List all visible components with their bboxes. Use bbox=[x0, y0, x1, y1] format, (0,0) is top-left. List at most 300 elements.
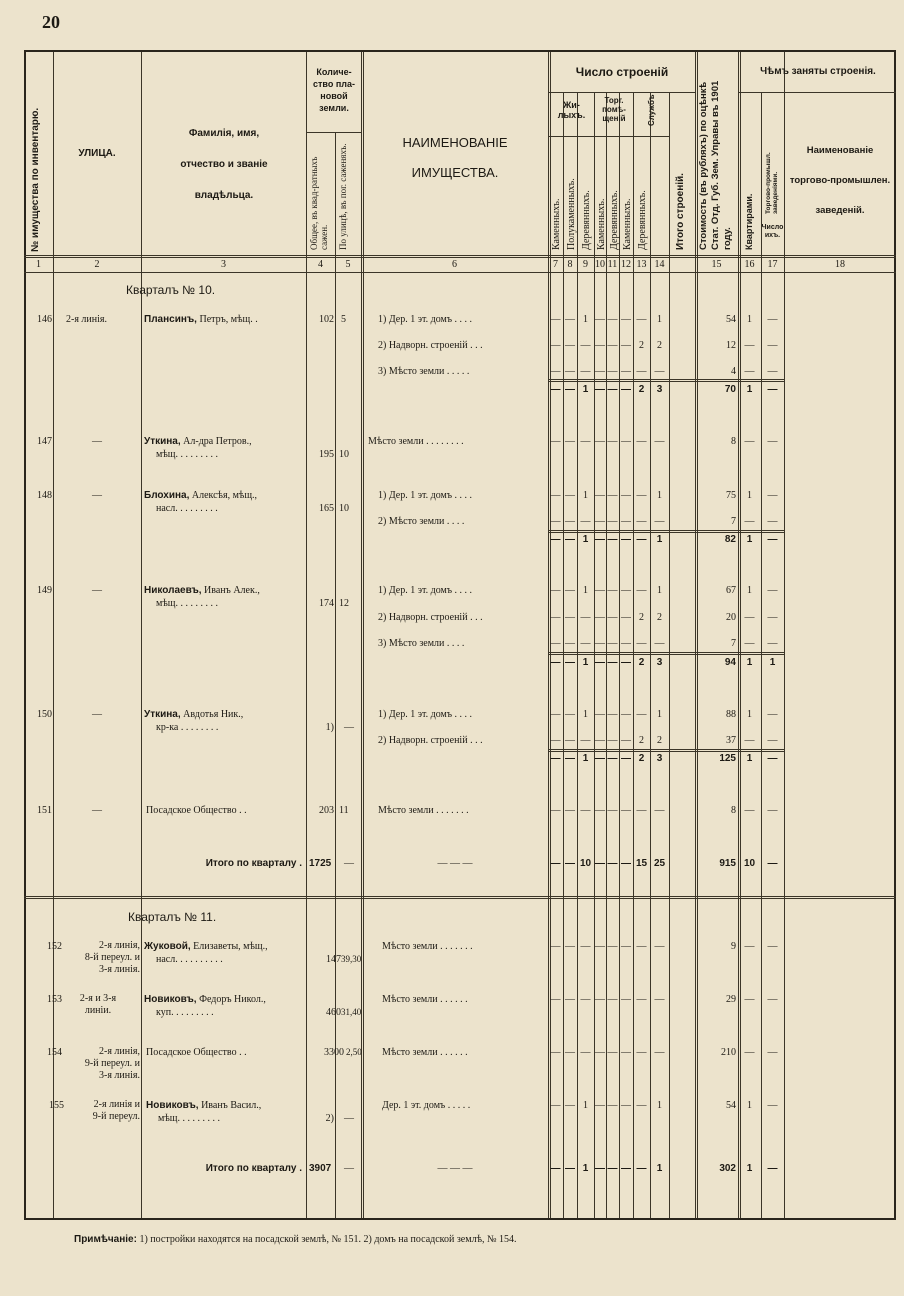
header-rule bbox=[738, 92, 896, 93]
inventory-number: 146 bbox=[37, 314, 52, 325]
col-line bbox=[306, 52, 307, 1218]
cell-value: 2 bbox=[639, 612, 644, 623]
inventory-number: 151 bbox=[37, 805, 52, 816]
cell-value: — bbox=[767, 1163, 778, 1174]
cell-value: — bbox=[595, 1047, 605, 1058]
cell-value: — bbox=[565, 638, 575, 649]
header-col10: Каменныхъ. bbox=[596, 198, 607, 250]
cell-value: 1 bbox=[746, 657, 753, 668]
frontage: 31,40 bbox=[341, 1007, 362, 1017]
cell-value: — bbox=[654, 805, 665, 816]
cell-value: 1 bbox=[747, 585, 752, 596]
header-frontage: По улицѣ, въ пог. саженяхъ. bbox=[338, 143, 348, 250]
cell-value: 2 bbox=[638, 657, 645, 668]
header-rule bbox=[306, 132, 361, 133]
cell-value: — bbox=[595, 941, 605, 952]
owner-line2: мѣщ. . . . . . . . . bbox=[158, 1113, 220, 1124]
cell-value: — bbox=[580, 805, 591, 816]
frontage: — bbox=[344, 1113, 354, 1124]
cell-value: — bbox=[607, 709, 618, 720]
area-total: 460 bbox=[326, 1007, 341, 1018]
property-item: 2) Мѣсто земли . . . . bbox=[378, 516, 465, 527]
cell-value: — bbox=[636, 1100, 647, 1111]
cell-value: — bbox=[607, 858, 618, 869]
column-number: 16 bbox=[744, 259, 755, 270]
header-col18: Наименованіе торгово-промышлен. заведеній. bbox=[789, 145, 891, 216]
column-number: 14 bbox=[654, 259, 665, 270]
cell-value: — bbox=[621, 585, 631, 596]
cell-value: — bbox=[621, 612, 631, 623]
header-property-name: НАИМЕНОВАНІЕ ИМУЩЕСТВА. bbox=[402, 135, 508, 180]
cell-value: 8 bbox=[731, 436, 736, 447]
cell-value: — bbox=[744, 805, 755, 816]
frontage: 39,30 bbox=[341, 954, 362, 964]
cell-value: 1 bbox=[583, 490, 588, 501]
cell-value: 1 bbox=[583, 585, 588, 596]
cell-value: — bbox=[636, 490, 647, 501]
property-item: 1) Дер. 1 эт. домъ . . . . bbox=[378, 585, 473, 596]
header-owner: Фамилія, имя, отчество и званіе владѣльца. bbox=[180, 128, 268, 201]
header-col13: Деревянныхъ. bbox=[637, 190, 648, 250]
cell-value: — bbox=[565, 858, 575, 869]
header-trade: Торг. помѣ- щеній bbox=[602, 96, 626, 123]
cell-value: — bbox=[565, 516, 575, 527]
column-number: 17 bbox=[767, 259, 778, 270]
cell-value: 54 bbox=[726, 1100, 736, 1111]
cell-value: — bbox=[565, 735, 575, 746]
cell-value: — bbox=[654, 941, 665, 952]
cell-value: — bbox=[636, 1163, 647, 1174]
col-line bbox=[738, 52, 741, 1218]
quarter-total-area: 1725 bbox=[309, 858, 332, 869]
cell-value: — bbox=[550, 1100, 561, 1111]
cell-value: — bbox=[550, 657, 561, 668]
cell-value: — bbox=[767, 1100, 778, 1111]
cell-value: 1 bbox=[657, 490, 662, 501]
cell-value: — bbox=[607, 753, 618, 764]
owner: Посадское Общество . . bbox=[146, 1047, 247, 1058]
owner-line2: кр-ка . . . . . . . . bbox=[156, 722, 219, 733]
cell-value: 1 bbox=[657, 709, 662, 720]
header-col11: Деревянныхъ. bbox=[609, 190, 620, 250]
cell-value: 1 bbox=[747, 490, 752, 501]
cell-value: 8 bbox=[731, 805, 736, 816]
cell-value: — bbox=[767, 384, 778, 395]
cell-value: 1 bbox=[582, 534, 589, 545]
frontage: 2,50 bbox=[346, 1047, 362, 1057]
property-item: Мѣсто земли . . . . . . . bbox=[378, 805, 469, 816]
cell-value: 125 bbox=[719, 753, 736, 764]
cell-value: 70 bbox=[724, 384, 736, 395]
cell-value: — bbox=[565, 366, 575, 377]
inventory-number: 149 bbox=[37, 585, 52, 596]
cell-value: — bbox=[607, 1047, 618, 1058]
inventory-number: 152 bbox=[47, 941, 62, 952]
cell-value: 7 bbox=[731, 638, 736, 649]
cell-value: — bbox=[565, 384, 575, 395]
cell-value: — bbox=[595, 585, 605, 596]
cell-value: — bbox=[550, 490, 561, 501]
cell-value: — bbox=[580, 1047, 591, 1058]
header-bottom-rule bbox=[24, 255, 896, 258]
column-number: 5 bbox=[345, 259, 351, 270]
cell-value: — bbox=[621, 314, 631, 325]
col-line bbox=[669, 92, 670, 1218]
cell-value: 10 bbox=[743, 858, 756, 869]
subtotal-rule bbox=[548, 379, 784, 382]
cell-value: — bbox=[744, 638, 755, 649]
cell-value: — bbox=[621, 1163, 631, 1174]
cell-value: — bbox=[580, 340, 591, 351]
cell-value: — bbox=[636, 314, 647, 325]
header-area-total: Общее, въ квад-ратныхъ сажен. bbox=[309, 156, 329, 250]
cell-value: — bbox=[550, 340, 561, 351]
quarter-11-title: Кварталъ № 11. bbox=[128, 910, 217, 924]
street: 2-я линія. bbox=[66, 314, 108, 325]
cell-value: — bbox=[636, 941, 647, 952]
frontage: — bbox=[344, 722, 354, 733]
cell-value: — bbox=[607, 340, 618, 351]
cell-value: — bbox=[550, 612, 561, 623]
owner: Плансинъ, Петръ, мѣщ. . bbox=[144, 314, 258, 325]
cell-value: — bbox=[580, 366, 591, 377]
street: — bbox=[92, 436, 102, 447]
quarter-total-item: — — — bbox=[437, 1163, 473, 1174]
header-living: Жи- лыхъ. bbox=[557, 100, 586, 120]
cell-value: — bbox=[767, 941, 778, 952]
cell-value: — bbox=[621, 709, 631, 720]
cell-value: — bbox=[654, 638, 665, 649]
cell-value: 1 bbox=[746, 1163, 753, 1174]
frontage: 10 bbox=[339, 503, 349, 514]
cell-value: — bbox=[580, 436, 591, 447]
column-number: 3 bbox=[221, 259, 226, 270]
property-item: 1) Дер. 1 эт. домъ . . . . bbox=[378, 314, 473, 325]
cell-value: 1 bbox=[769, 657, 776, 668]
cell-value: — bbox=[607, 1100, 618, 1111]
cell-value: — bbox=[565, 585, 575, 596]
cell-value: — bbox=[767, 858, 778, 869]
cell-value: 88 bbox=[726, 709, 736, 720]
cell-value: — bbox=[767, 612, 778, 623]
col-line bbox=[53, 52, 54, 1218]
cell-value: — bbox=[580, 638, 591, 649]
property-item: Мѣсто земли . . . . . . bbox=[382, 1047, 468, 1058]
cell-value: — bbox=[636, 366, 647, 377]
street: 2-я и 3-я линіи. bbox=[79, 993, 117, 1016]
cell-value: — bbox=[767, 366, 778, 377]
cell-value: — bbox=[595, 612, 605, 623]
header-street: УЛИЦА. bbox=[78, 148, 116, 159]
cell-value: 1 bbox=[657, 1100, 662, 1111]
cell-value: — bbox=[654, 436, 665, 447]
area-total: 2) bbox=[325, 1113, 334, 1124]
cell-value: 1 bbox=[746, 534, 753, 545]
quarter-separator bbox=[24, 896, 896, 899]
quarter-total-frontage: — bbox=[344, 858, 354, 869]
cell-value: 29 bbox=[726, 994, 736, 1005]
cell-value: — bbox=[580, 994, 591, 1005]
property-item: Мѣсто земли . . . . . . . . bbox=[368, 436, 464, 447]
header-inventory-number: № имущества по инвентарю. bbox=[30, 107, 41, 252]
cell-value: — bbox=[565, 657, 575, 668]
cell-value: — bbox=[607, 994, 618, 1005]
cell-value: 75 bbox=[726, 490, 736, 501]
cell-value: 1 bbox=[583, 709, 588, 720]
cell-value: 915 bbox=[719, 858, 736, 869]
quarter-total-label: Итого по кварталу . bbox=[205, 858, 302, 869]
column-number: 4 bbox=[318, 259, 323, 270]
cell-value: 1 bbox=[656, 534, 663, 545]
cell-value: 2 bbox=[657, 612, 662, 623]
cell-value: — bbox=[607, 1163, 618, 1174]
cell-value: 1 bbox=[657, 585, 662, 596]
cell-value: 4 bbox=[731, 366, 736, 377]
street: — bbox=[92, 709, 102, 720]
cell-value: — bbox=[621, 1047, 631, 1058]
property-item: 1) Дер. 1 эт. домъ . . . . bbox=[378, 490, 473, 501]
owner: Николаевъ, Иванъ Алек., bbox=[144, 585, 260, 596]
cell-value: 2 bbox=[639, 340, 644, 351]
column-number: 11 bbox=[607, 259, 618, 270]
cell-value: 2 bbox=[657, 340, 662, 351]
cell-value: — bbox=[654, 1047, 665, 1058]
owner-line2: насл. . . . . . . . . bbox=[156, 503, 218, 514]
column-number: 18 bbox=[835, 259, 845, 270]
cell-value: — bbox=[595, 735, 605, 746]
cell-value: — bbox=[767, 1047, 778, 1058]
frontage: 5 bbox=[341, 314, 346, 325]
cell-value: — bbox=[621, 941, 631, 952]
cell-value: — bbox=[595, 858, 605, 869]
header-col9: Деревянныхъ. bbox=[581, 190, 592, 250]
cell-value: — bbox=[595, 490, 605, 501]
cell-value: 82 bbox=[724, 534, 736, 545]
cell-value: 1 bbox=[746, 384, 753, 395]
cell-value: — bbox=[636, 516, 647, 527]
cell-value: — bbox=[767, 735, 778, 746]
property-item: Дер. 1 эт. домъ . . . . . bbox=[382, 1100, 471, 1111]
column-number: 15 bbox=[711, 259, 722, 270]
cell-value: — bbox=[565, 1163, 575, 1174]
cell-value: — bbox=[607, 735, 618, 746]
cell-value: — bbox=[744, 340, 755, 351]
cell-value: — bbox=[621, 753, 631, 764]
cell-value: 1 bbox=[582, 753, 589, 764]
cell-value: — bbox=[636, 534, 647, 545]
cell-value: 1 bbox=[583, 1100, 588, 1111]
cell-value: — bbox=[595, 753, 605, 764]
owner-line2: куп. . . . . . . . . bbox=[156, 1007, 214, 1018]
col-line bbox=[141, 52, 142, 1218]
cell-value: — bbox=[580, 941, 591, 952]
cell-value: — bbox=[744, 366, 755, 377]
cell-value: — bbox=[607, 384, 618, 395]
cell-value: — bbox=[744, 436, 755, 447]
column-number: 1 bbox=[36, 259, 41, 270]
street: 2-я линія, 9-й переул. и 3-я линія. bbox=[84, 1046, 140, 1081]
cell-value: — bbox=[550, 585, 561, 596]
header-col7: Каменныхъ. bbox=[551, 198, 562, 250]
cell-value: — bbox=[654, 516, 665, 527]
cell-value: — bbox=[565, 1100, 575, 1111]
cell-value: — bbox=[744, 941, 755, 952]
cell-value: — bbox=[621, 657, 631, 668]
cell-value: — bbox=[744, 612, 755, 623]
cell-value: — bbox=[767, 314, 778, 325]
cell-value: 1 bbox=[747, 709, 752, 720]
cell-value: 10 bbox=[579, 858, 592, 869]
cell-value: — bbox=[595, 534, 605, 545]
cell-value: — bbox=[565, 340, 575, 351]
quarter-total-label: Итого по кварталу . bbox=[205, 1163, 302, 1174]
cell-value: — bbox=[621, 858, 631, 869]
owner: Уткина, Авдотья Ник., bbox=[144, 709, 244, 720]
cell-value: — bbox=[621, 366, 631, 377]
header-service: Службъ bbox=[647, 94, 656, 126]
cell-value: — bbox=[621, 534, 631, 545]
property-item: 2) Надворн. строеній . . . bbox=[378, 612, 483, 623]
cell-value: 37 bbox=[726, 735, 736, 746]
cell-value: 302 bbox=[719, 1163, 736, 1174]
cell-value: — bbox=[550, 709, 561, 720]
cell-value: — bbox=[607, 534, 618, 545]
cell-value: — bbox=[595, 1163, 605, 1174]
cell-value: — bbox=[767, 516, 778, 527]
street: 2-я линія и 9-й переул. bbox=[92, 1099, 140, 1122]
cell-value: — bbox=[621, 805, 631, 816]
cell-value: 94 bbox=[724, 657, 736, 668]
header-occupied: Чѣмъ заняты строенія. bbox=[760, 66, 876, 77]
area-total: 3300 bbox=[324, 1047, 344, 1058]
owner-line2: насл. . . . . . . . . . bbox=[156, 954, 223, 965]
owner-line2: мѣщ. . . . . . . . . bbox=[156, 598, 218, 609]
cell-value: — bbox=[621, 516, 631, 527]
property-item: 1) Дер. 1 эт. домъ . . . . bbox=[378, 709, 473, 720]
cell-value: 1 bbox=[582, 1163, 589, 1174]
cell-value: — bbox=[767, 534, 778, 545]
cell-value: — bbox=[595, 384, 605, 395]
column-number: 2 bbox=[94, 259, 100, 270]
cell-value: 2 bbox=[638, 384, 645, 395]
cell-value: — bbox=[744, 1047, 755, 1058]
cell-value: — bbox=[550, 314, 561, 325]
cell-value: — bbox=[595, 638, 605, 649]
footnote: Примѣчаніе: 1) постройки находятся на посадской землѣ, № 151. 2) домъ на посадской землѣ, № 154. bbox=[74, 1234, 517, 1245]
cell-value: — bbox=[636, 638, 647, 649]
column-number: 8 bbox=[567, 259, 573, 270]
cell-value: — bbox=[621, 735, 631, 746]
cell-value: — bbox=[595, 994, 605, 1005]
col-line bbox=[784, 52, 785, 1218]
cell-value: — bbox=[595, 340, 605, 351]
cell-value: — bbox=[595, 805, 605, 816]
property-item: 2) Надворн. строеній . . . bbox=[378, 735, 483, 746]
cell-value: — bbox=[595, 1100, 605, 1111]
cell-value: — bbox=[621, 490, 631, 501]
header-land-quantity: Количе- ство пла- новой земли. bbox=[313, 67, 355, 113]
cell-value: — bbox=[767, 709, 778, 720]
inventory-number: 155 bbox=[49, 1100, 64, 1111]
cell-value: 20 bbox=[726, 612, 736, 623]
header-rule bbox=[548, 92, 695, 93]
cell-value: — bbox=[621, 436, 631, 447]
inventory-number: 154 bbox=[47, 1047, 62, 1058]
inventory-number: 153 bbox=[47, 994, 62, 1005]
frontage: 11 bbox=[339, 805, 349, 816]
property-item: 3) Мѣсто земли . . . . . bbox=[378, 366, 470, 377]
cell-value: — bbox=[621, 340, 631, 351]
cell-value: — bbox=[607, 941, 618, 952]
street: — bbox=[92, 805, 102, 816]
header-buildings-count: Число строеній bbox=[575, 65, 669, 79]
cell-value: 7 bbox=[731, 516, 736, 527]
cell-value: — bbox=[621, 384, 631, 395]
cell-value: — bbox=[621, 994, 631, 1005]
owner: Новиковъ, Федоръ Никол., bbox=[144, 994, 266, 1005]
column-number: 13 bbox=[636, 259, 647, 270]
cell-value: — bbox=[654, 366, 665, 377]
area-total: 1) bbox=[325, 722, 334, 733]
cell-value: — bbox=[550, 366, 561, 377]
cell-value: 12 bbox=[726, 340, 736, 351]
column-number: 7 bbox=[553, 259, 558, 270]
header-col8: Полукаменныхъ. bbox=[566, 178, 577, 250]
cell-value: — bbox=[595, 516, 605, 527]
cell-value: — bbox=[565, 1047, 575, 1058]
cell-value: — bbox=[744, 516, 755, 527]
cell-value: — bbox=[565, 436, 575, 447]
cell-value: 2 bbox=[638, 753, 645, 764]
cell-value: — bbox=[595, 436, 605, 447]
cell-value: — bbox=[595, 657, 605, 668]
cell-value: — bbox=[580, 516, 591, 527]
cell-value: — bbox=[636, 709, 647, 720]
cell-value: — bbox=[607, 490, 618, 501]
inventory-number: 150 bbox=[37, 709, 52, 720]
quarter-total-area: 3907 bbox=[309, 1163, 332, 1174]
cell-value: — bbox=[607, 314, 618, 325]
owner: Новиковъ, Иванъ Васил., bbox=[146, 1100, 262, 1111]
inventory-number: 147 bbox=[37, 436, 52, 447]
inventory-number: 148 bbox=[37, 490, 52, 501]
cell-value: 54 bbox=[726, 314, 736, 325]
cell-value: — bbox=[550, 384, 561, 395]
cell-value: — bbox=[767, 638, 778, 649]
cell-value: 1 bbox=[583, 314, 588, 325]
area-total: 195 bbox=[319, 449, 334, 460]
header-rule bbox=[548, 136, 669, 137]
subtotal-rule bbox=[548, 652, 784, 655]
cell-value: — bbox=[767, 490, 778, 501]
cell-value: — bbox=[550, 753, 561, 764]
area-total: 147 bbox=[326, 954, 341, 965]
area-total: 203 bbox=[319, 805, 334, 816]
owner: Посадское Общество . . bbox=[146, 805, 247, 816]
cell-value: — bbox=[550, 941, 561, 952]
property-item: Мѣсто земли . . . . . . . bbox=[382, 941, 473, 952]
cell-value: 1 bbox=[582, 384, 589, 395]
column-number: 9 bbox=[583, 259, 588, 270]
cell-value: — bbox=[550, 638, 561, 649]
cell-value: — bbox=[767, 436, 778, 447]
property-item: Мѣсто земли . . . . . . bbox=[382, 994, 468, 1005]
frontage: 10 bbox=[339, 449, 349, 460]
column-number: 10 bbox=[595, 259, 605, 270]
cell-value: — bbox=[565, 314, 575, 325]
cell-value: 1 bbox=[656, 1163, 663, 1174]
cell-value: — bbox=[565, 534, 575, 545]
